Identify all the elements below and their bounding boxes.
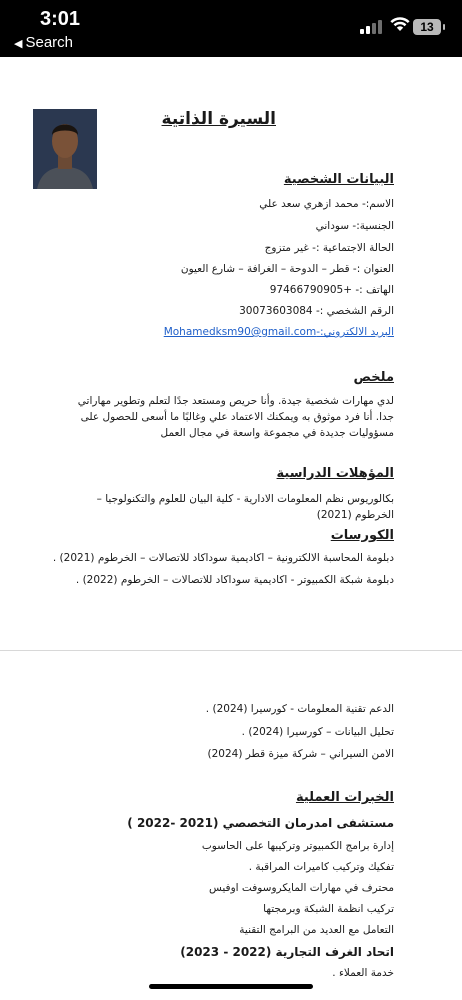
job-duty-item: تركيب انظمة الشبكة وبرمجتها — [263, 903, 394, 915]
education-text: بكالوريوس نظم المعلومات الادارية - كلية البيان للعلوم والتكنولوجيا – الخرطوم (2021) — [96, 493, 394, 521]
name-line: الاسم:- محمد ازهري سعد علي — [259, 198, 394, 210]
personal-info-heading: البيانات الشخصية — [283, 172, 394, 187]
job-title: اتحاد الغرف التجارية (2022 - 2023) — [180, 945, 394, 959]
profile-photo — [33, 109, 97, 189]
clock: 3:01 — [40, 8, 81, 30]
id-number-line: الرقم الشخصي :- 30073603084 — [239, 305, 394, 317]
job-title: مستشفى امدرمان التخصصي (2021 -2022 ) — [127, 816, 394, 830]
status-bar — [0, 0, 462, 57]
course-item: تحليل البيانات – كورسيرا (2024) . — [241, 726, 394, 738]
document-page-2 — [0, 651, 462, 1000]
back-to-search-button[interactable] — [14, 34, 73, 51]
cv-title: السيرة الذاتية — [161, 109, 276, 129]
wifi-icon — [390, 16, 410, 32]
back-arrow-icon: ◀ — [14, 38, 23, 50]
address-line: العنوان :- قطر – الدوحة – الغرافة – شارع العيون — [180, 263, 394, 275]
nationality-line: الجنسية:- سوداني — [315, 220, 394, 232]
marital-status-line: الحالة الاجتماعية :- غير متزوج — [264, 242, 394, 254]
email-line — [164, 326, 394, 338]
home-indicator[interactable] — [149, 984, 313, 989]
email-label: البريد الالكتروني:- — [316, 326, 394, 338]
document-page-1 — [0, 57, 462, 650]
course-item: الدعم تقنية المعلومات - كورسيرا (2024) . — [205, 703, 394, 715]
job-duty-item: خدمة العملاء . — [332, 967, 394, 979]
email-link[interactable]: Mohamedksm90@gmail.com — [163, 326, 317, 338]
job-duty-item: تفكيك وتركيب كاميرات المراقبة . — [248, 861, 394, 873]
back-label: Search — [25, 34, 73, 51]
battery-icon: 13 — [413, 19, 441, 35]
summary-text: لدي مهارات شخصية جيدة. وأنا حريص ومستعد جدًا لتعلم وتطوير مهاراتي جدا. أنا فرد موثوق به ويمكنك الاعتماد علي وغالبًا ما أسعى للحصول على مسؤوليات جديدة في مجموعة واسعة في مجال العمل — [77, 395, 394, 439]
job-duty-item: التعامل مع العديد من البرامج التقنية — [239, 924, 394, 936]
course-item: الامن السيراني – شركة ميزة قطر (2024) — [207, 748, 394, 760]
courses-heading: الكورسات — [330, 528, 394, 543]
phone-line: الهاتف :- +97466790905 — [269, 284, 394, 296]
education-heading: المؤهلات الدراسية — [276, 466, 394, 481]
signal-icon — [360, 20, 384, 34]
course-item: دبلومة المحاسبة الالكترونية – اكاديمية سوداكاد للاتصالات – الخرطوم (2021) . — [52, 552, 394, 564]
job-duty-item: إدارة برامج الكمبيوتر وتركيبها على الحاسوب — [201, 840, 394, 852]
summary-heading: ملخص — [353, 370, 394, 385]
job-duty-item: محترف في مهارات المايكروسوفت اوفيس — [209, 882, 394, 894]
course-item: دبلومة شبكة الكمبيوتر - اكاديمية سوداكاد للاتصالات – الخرطوم (2022) . — [75, 574, 394, 586]
experience-heading: الخبرات العملية — [295, 790, 394, 805]
